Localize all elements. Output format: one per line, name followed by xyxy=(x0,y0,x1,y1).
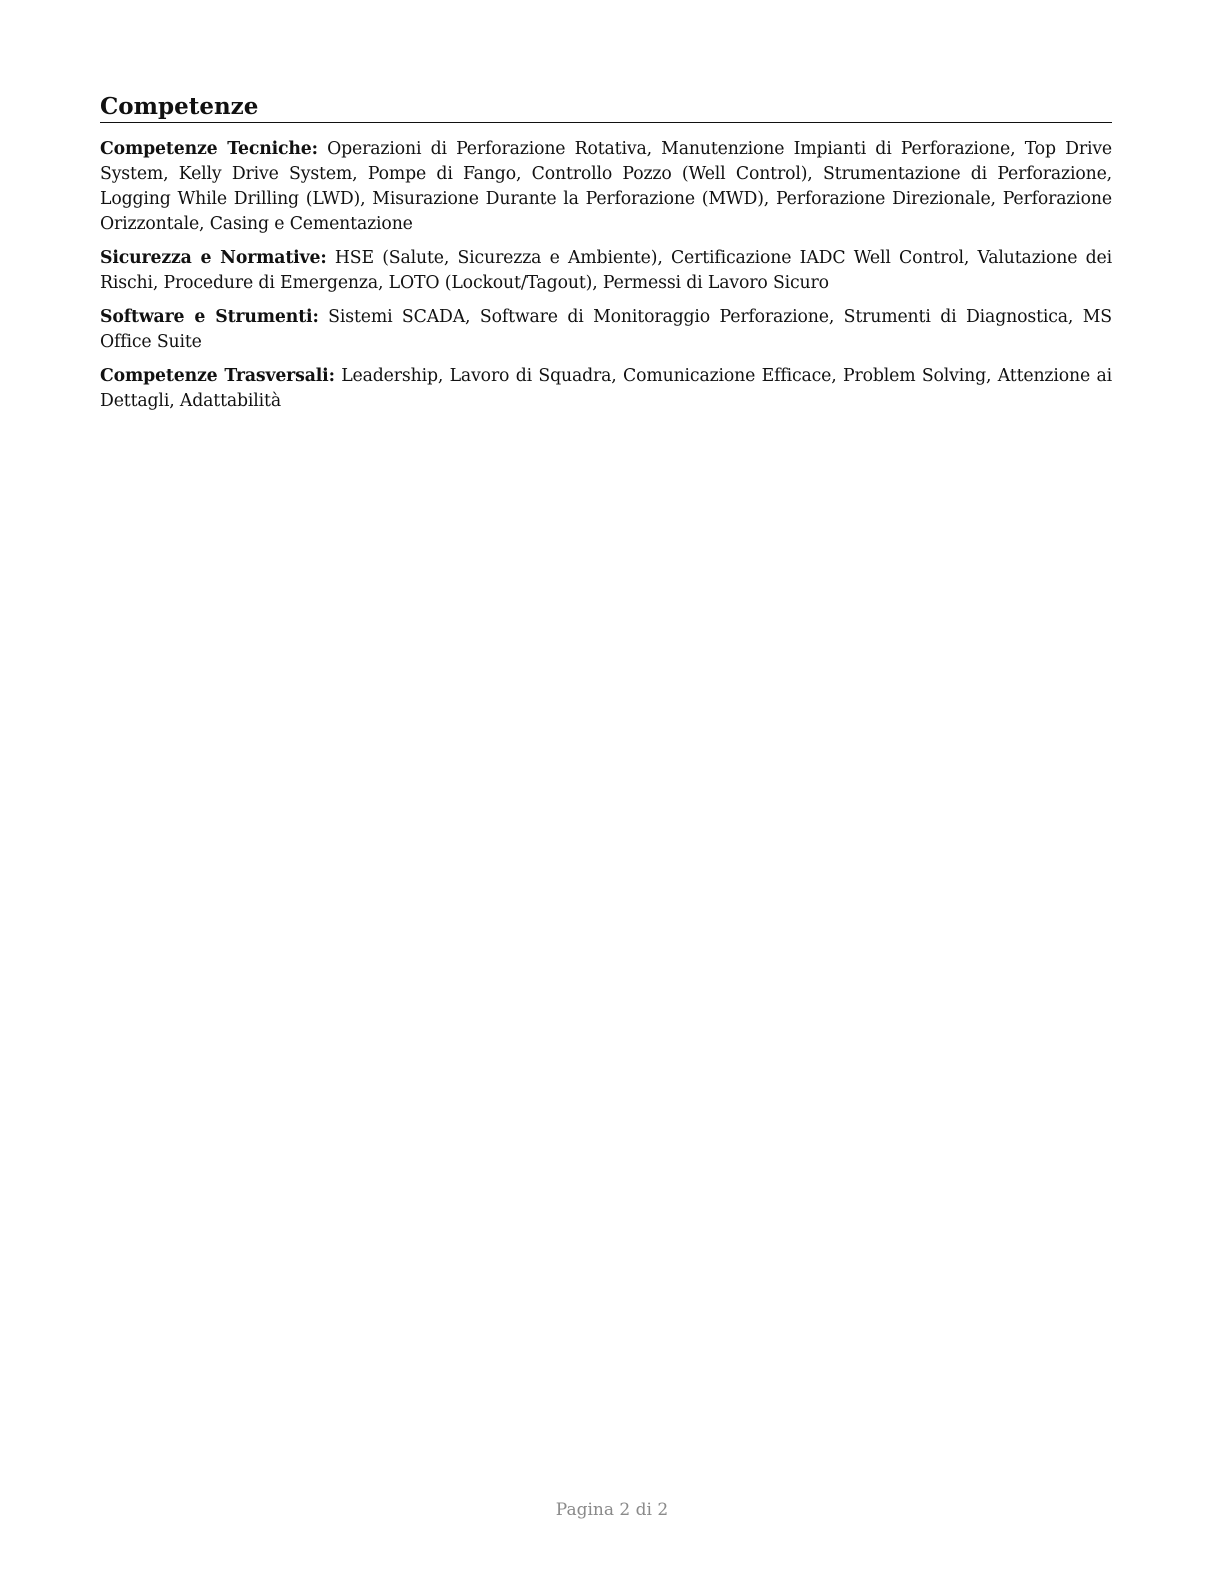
skills-list xyxy=(100,137,1112,414)
skill-label: Competenze Tecniche: xyxy=(100,139,318,159)
skill-text: Operazioni di Perforazione Rotativa, Manutenzione Impianti di Perforazione, Top Drive System, Kelly Drive System, Pompe di Fango, Controllo Pozzo (Well Control), Strumentazione di Perforazione, Logging While Drilling (LWD), Misurazione Durante la Perforazione (MWD), Perforazione Direzionale, Perforazione Orizzontale, Casing e Cementazione xyxy=(100,139,1113,234)
skill-label: Sicurezza e Normative: xyxy=(100,248,327,268)
skill-text: Sistemi SCADA, Software di Monitoraggio Perforazione, Strumenti di Diagnostica, MS Office Suite xyxy=(100,307,1112,352)
document-page xyxy=(100,92,1112,423)
skill-text: Leadership, Lavoro di Squadra, Comunicazione Efficace, Problem Solving, Attenzione ai Dettagli, Adattabilità xyxy=(100,366,1112,411)
skill-item-software xyxy=(100,305,1112,355)
skill-label: Competenze Trasversali: xyxy=(100,366,335,386)
skill-label: Software e Strumenti: xyxy=(100,307,319,327)
skill-item-technical xyxy=(100,137,1112,237)
page-number-footer: Pagina 2 di 2 xyxy=(555,1500,669,1520)
skill-item-safety xyxy=(100,246,1112,296)
skill-text: HSE (Salute, Sicurezza e Ambiente), Certificazione IADC Well Control, Valutazione dei Rischi, Procedure di Emergenza, LOTO (Lockout/Tagout), Permessi di Lavoro Sicuro xyxy=(100,248,1113,293)
section-title: Competenze xyxy=(100,92,1112,123)
skill-item-soft-skills xyxy=(100,364,1112,414)
